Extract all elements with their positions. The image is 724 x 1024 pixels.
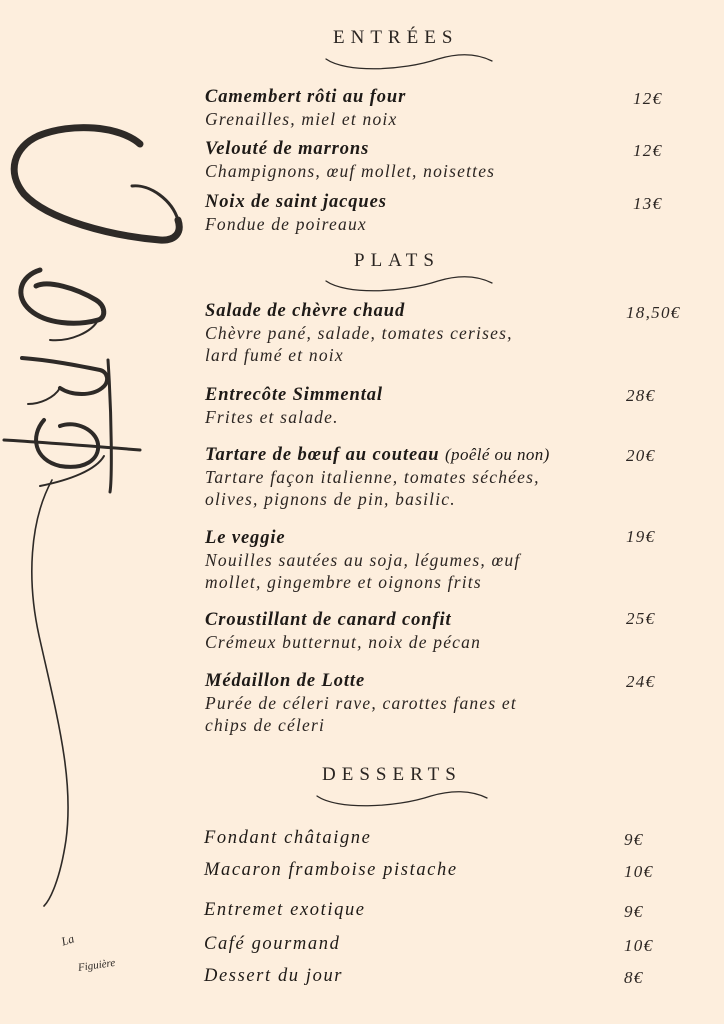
dessert-price: 10€ — [624, 862, 654, 881]
section-title-entrees: ENTRÉES — [333, 27, 459, 48]
dish-description: Grenailles, miel et noix — [205, 109, 398, 129]
section-title-plats: PLATS — [354, 250, 440, 271]
dish-price: 13€ — [633, 194, 663, 213]
dish-name: Noix de saint jacques — [205, 192, 387, 212]
dish-description: Tartare façon italienne, tomates séchées, — [205, 467, 540, 487]
dish-description: olives, pignons de pin, basilic. — [205, 489, 456, 509]
dish-name: Entrecôte Simmental — [205, 385, 383, 405]
menu-item — [205, 444, 550, 510]
dessert-name: Macaron framboise pistache — [204, 860, 458, 880]
dish-name: Croustillant de canard confit — [205, 610, 452, 630]
dessert-name: Café gourmand — [204, 934, 341, 954]
dish-name: Salade de chèvre chaud — [205, 301, 406, 321]
dessert-price: 9€ — [624, 902, 644, 921]
dessert-price: 9€ — [624, 830, 644, 849]
menu-item — [205, 670, 517, 736]
dish-name: Le veggie — [205, 528, 286, 548]
dessert-name: Entremet exotique — [204, 900, 366, 920]
la-figuiere-signature — [60, 928, 140, 978]
dish-description: chips de céleri — [205, 715, 326, 735]
dish-description: mollet, gingembre et oignons frits — [205, 572, 482, 592]
dish-name — [205, 444, 550, 466]
menu-item — [205, 527, 520, 593]
carte-script-logo — [0, 120, 190, 910]
dish-price: 28€ — [626, 386, 656, 405]
dish-price: 25€ — [626, 609, 656, 628]
dish-note: (poêlé ou non) — [444, 445, 550, 464]
dessert-name: Fondant châtaigne — [204, 828, 372, 848]
menu-item — [205, 609, 481, 653]
menu-item — [205, 191, 387, 235]
signature-la: La — [60, 931, 76, 949]
section-title-desserts: DESSERTS — [322, 764, 462, 785]
dish-price: 18,50€ — [626, 303, 681, 322]
dish-description: Champignons, œuf mollet, noisettes — [205, 161, 496, 181]
signature-figuiere: Figuière — [77, 956, 117, 975]
flourish-divider — [322, 269, 496, 297]
menu-item — [205, 138, 495, 182]
dish-description: Frites et salade. — [205, 407, 339, 427]
dish-name: Médaillon de Lotte — [205, 671, 366, 691]
dish-price: 20€ — [626, 446, 656, 465]
dish-description: Crémeux butternut, noix de pécan — [205, 632, 482, 652]
flourish-divider — [322, 47, 496, 75]
menu-item — [205, 86, 406, 130]
menu-item — [205, 384, 383, 428]
dish-name-text: Tartare de bœuf au couteau — [205, 445, 440, 465]
dish-description: Chèvre pané, salade, tomates cerises, — [205, 323, 513, 343]
dish-price: 12€ — [633, 89, 663, 108]
dish-price: 12€ — [633, 141, 663, 160]
dish-price: 19€ — [626, 527, 656, 546]
dish-description: Purée de céleri rave, carottes fanes et — [205, 693, 517, 713]
dessert-price: 10€ — [624, 936, 654, 955]
dish-description: Fondue de poireaux — [205, 214, 367, 234]
dessert-price: 8€ — [624, 968, 644, 987]
dish-description: lard fumé et noix — [205, 345, 344, 365]
dish-price: 24€ — [626, 672, 656, 691]
dish-name: Velouté de marrons — [205, 139, 370, 159]
dish-description: Nouilles sautées au soja, légumes, œuf — [205, 550, 521, 570]
flourish-divider — [313, 784, 491, 812]
menu-item — [205, 300, 513, 366]
dish-name: Camembert rôti au four — [205, 87, 407, 107]
dessert-name: Dessert du jour — [204, 966, 344, 986]
